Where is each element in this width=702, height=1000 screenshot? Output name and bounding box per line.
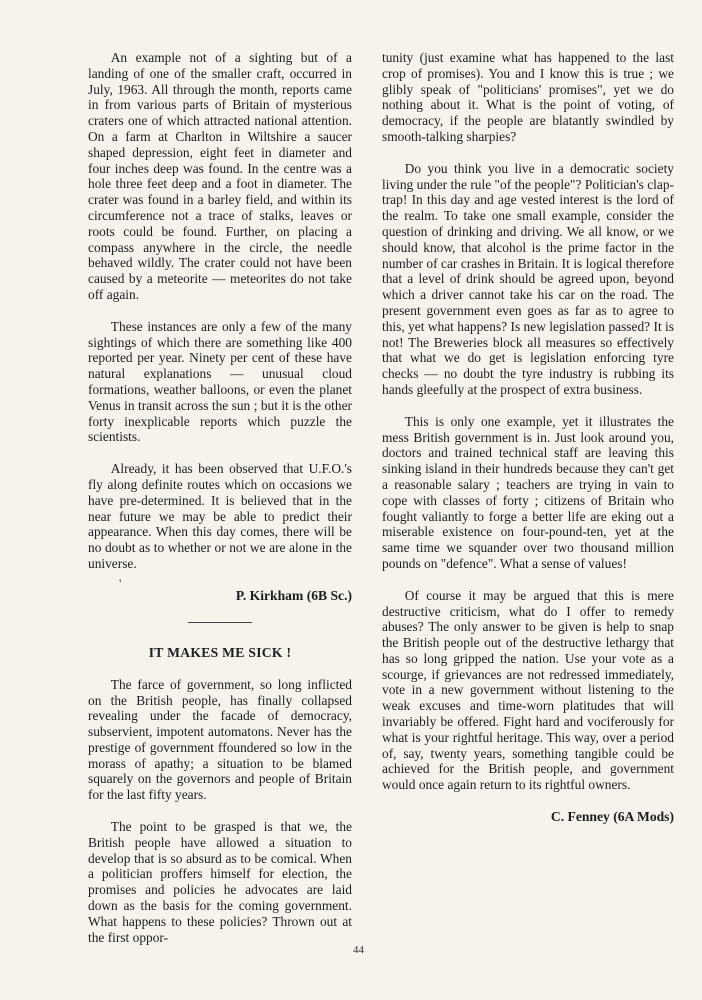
- section-divider: [188, 622, 252, 623]
- page-number: 44: [353, 944, 364, 956]
- stray-ink-mark: ': [119, 576, 122, 591]
- destructive-criticism-paragraph: Of course it may be argued that this is mere destructive criticism, what do I offer to remedy abuses? The only answer to be given is help to snap the British people out of the destructive lethargy that has so long gripped the nation. Use your vote as a scourge, if grievances are not redressed immediately, vote in a new government without listening to the weak excuses and time-worn platitudes that will invariably be offered. Fight hard and vociferously for what is your rightful heritage. This way, over a period of, say, twenty years, something tangible could be achieved for the British people, and government would once again return to its rightful owners.: [382, 587, 674, 793]
- article-heading: IT MAKES ME SICK !: [148, 644, 292, 660]
- promises-paragraph: tunity (just examine what has happened to the last crop of promises). You and I know this is true ; we glibly speak of "politicians' promises", yet we do nothing about it. What is the point of voting, of democracy, if the people are blatantly swindled by smooth-talking sharpies?: [382, 50, 674, 144]
- author-signature-kirkham: P. Kirkham (6B Sc.): [235, 587, 352, 603]
- one-example-paragraph: This is only one example, yet it illustrates the mess British government is in. Just look around you, doctors and trained technical staff are leaving this sinking island in their hundreds because they can't get a reasonable salary ; teachers are trying in vain to cope with classes of forty ; citizens of Britain who fought valiantly to forge a better life are eking out a miserable existence on four-pound-ten, yet at the same time we squander over two thousand million pounds on "defence". What a sense of values!: [382, 413, 674, 571]
- ufo-sightings-paragraph: These instances are only a few of the many sightings of which there are something like 400 reported per year. Ninety per cent of these have natural explanations — unusual cloud formations, weather balloons, or even the planet Venus in transit across the sun ; but it is the other forty inexplicable reports which puzzle the scientists.: [88, 318, 352, 445]
- ufo-landing-paragraph: An example not of a sighting but of a landing of one of the smaller craft, occurred in July, 1963. All through the month, reports came in from various parts of Britain of mysterious craters one of which attracted national attention. On a farm at Charlton in Wiltshire a saucer shaped depression, eight feet in diameter and four inches deep was found. In the centre was a hole three feet deep and a foot in diameter. The crater was found in a barley field, and within its circumference not a trace of stalks, leaves or roots could be found. Further, on placing a compass anywhere in the circle, the needle behaved wildly. The crater could not have been caused by a meteorite — meteorites do not take off again.: [88, 50, 352, 302]
- left-column: [88, 50, 352, 945]
- author-signature-fenney: C. Fenney (6A Mods): [550, 809, 674, 825]
- democratic-society-paragraph: Do you think you live in a democratic society living under the rule "of the people"? Politician's clap-trap! In this day and age vested interest is the lord of the realm. To take one small example, consider the question of drinking and driving. We all know, or we should know, that alcohol is the prime factor in the number of car crashes in Britain. It is logical therefore that a level of drink should be agreed upon, beyond which a driver cannot take his car on the road. The present government even goes as far as to agree to this, yet what happens? Is new legislation passed? It is not! The Breweries block all measures so effectively that what we do get is legislation enforcing tyre checks — no doubt the tyre industry is rubbing its hands gleefully at the prospect of extra business.: [382, 160, 674, 397]
- right-column: [382, 50, 674, 825]
- farce-of-government-paragraph: The farce of government, so long inflicted on the British people, has finally collapsed revealing under the facade of democracy, subservient, impotent automatons. Never has the prestige of government ffoundered so low in the morass of apathy; a situation to be blamed squarely on the governors and people of Britain for the last fifty years.: [88, 676, 352, 803]
- point-to-be-grasped-paragraph: The point to be grasped is that we, the British people have allowed a situation to develop that is so absurd as to be comical. When a politician proffers himself for election, the promises and policies he advocates are laid down as the basis for the coming government. What happens to these policies? Thrown out at the first oppor-: [88, 819, 352, 945]
- ufo-routes-paragraph: Already, it has been observed that U.F.O.'s fly along definite routes which on occasions we have pre-determined. It is believed that in the near future we may be able to predict their appearance. When this day comes, there will be no doubt as to whether or not we are alone in the universe.: [88, 461, 352, 571]
